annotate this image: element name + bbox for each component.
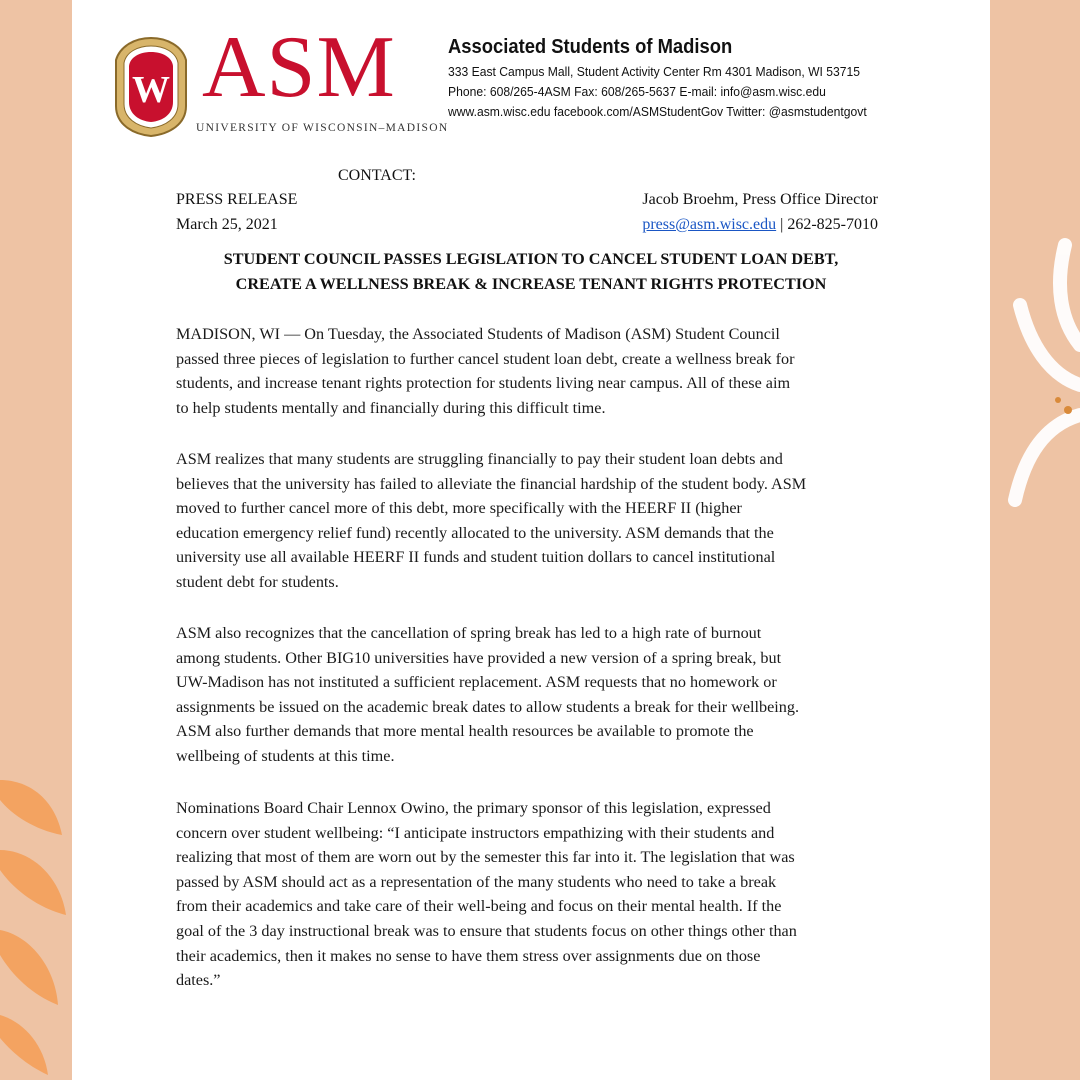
- contact-phone: 262-825-7010: [787, 216, 878, 233]
- press-release-page: [72, 0, 990, 1080]
- contact-separator: |: [776, 216, 788, 233]
- paragraph-line: moved to further cancel more of this debt, more specifically with the HEERF II (higher: [176, 499, 742, 518]
- paragraph-line: wellbeing of students at this time.: [176, 746, 395, 765]
- contact-label: CONTACT:: [338, 167, 416, 184]
- paragraph-line: ASM also further demands that more mental health resources be available to promote the: [176, 722, 754, 741]
- org-phone: Phone: 608/265-4ASM Fax: 608/265-5637 E-mail: info@asm.wisc.edu: [448, 84, 826, 99]
- paragraph: [176, 621, 896, 769]
- paragraph-line: from their academics and take care of their well-being and focus on their mental health. If the: [176, 897, 782, 916]
- paragraph: [176, 322, 896, 420]
- paragraph-line: students, and increase tenant rights protection for students living near campus. All of these aim: [176, 374, 791, 393]
- release-type: PRESS RELEASE: [176, 191, 298, 208]
- contact-name: Jacob Broehm, Press Office Director: [642, 191, 878, 208]
- university-name: UNIVERSITY OF WISCONSIN–MADISON: [196, 122, 449, 134]
- release-date: March 25, 2021: [176, 216, 278, 233]
- org-address: 333 East Campus Mall, Student Activity Center Rm 4301 Madison, WI 53715: [448, 64, 861, 79]
- paragraph-line: university use all available HEERF II funds and student tuition dollars to cancel institutional: [176, 548, 776, 567]
- contact-email-link[interactable]: press@asm.wisc.edu: [642, 216, 777, 233]
- org-web: www.asm.wisc.edu facebook.com/ASMStudentGov Twitter: @asmstudentgovt: [448, 104, 867, 119]
- leaf-decoration-left: [0, 740, 80, 1080]
- leaf-decoration-right: [990, 225, 1080, 535]
- paragraph-line: UW-Madison has not instituted a sufficient replacement. ASM requests that no homework or: [176, 673, 777, 692]
- crest-letter: W: [132, 69, 170, 111]
- paragraph-line: dates.”: [176, 971, 221, 990]
- paragraph: [176, 796, 896, 993]
- paragraph-line: among students. Other BIG10 universities have provided a new version of a spring break, but: [176, 648, 782, 667]
- paragraph: [176, 447, 896, 595]
- paragraph-line: Nominations Board Chair Lennox Owino, the primary sponsor of this legislation, expressed: [176, 799, 771, 817]
- paragraph-line: student debt for students.: [176, 572, 339, 591]
- paragraph-line: passed by ASM should act as a representation of the many students who need to take a break: [176, 872, 777, 891]
- paragraph-line: realizing that most of them are worn out by the semester this far into it. The legislation that was: [176, 848, 795, 867]
- paragraph-line: MADISON, WI — On Tuesday, the Associated Students of Madison (ASM) Student Council: [176, 325, 780, 343]
- paragraph-line: ASM realizes that many students are struggling financially to pay their student loan debts and: [176, 450, 783, 468]
- uw-crest-logo: [112, 36, 190, 138]
- letterhead: [112, 19, 972, 146]
- asm-logo-text: ASM: [202, 19, 396, 116]
- paragraph-line: education emergency relief fund) recently allocated to the university. ASM demands that the: [176, 523, 774, 542]
- paragraph-line: to help students mentally and financially during this difficult time.: [176, 398, 606, 417]
- paragraph-line: concern over student wellbeing: “I anticipate instructors empathizing with their students and: [176, 823, 775, 842]
- paragraph-line: their academics, then it makes no sense to have them stress over assignments due on those: [176, 946, 761, 965]
- paragraph-line: assignments be issued on the academic break dates to allow students a break for their wellbeing.: [176, 697, 800, 716]
- headline: [72, 247, 990, 297]
- org-name: Associated Students of Madison: [448, 36, 733, 58]
- paragraph-line: goal of the 3 day instructional break was to ensure that students focus on other things other than: [176, 921, 797, 940]
- headline-line: STUDENT COUNCIL PASSES LEGISLATION TO CANCEL STUDENT LOAN DEBT,: [223, 250, 839, 268]
- org-contact-block: [448, 36, 903, 119]
- contact-details: [642, 217, 878, 233]
- paragraph-line: believes that the university has failed to alleviate the financial hardship of the student body. ASM: [176, 474, 807, 493]
- headline-line: CREATE A WELLNESS BREAK & INCREASE TENANT RIGHTS PROTECTION: [235, 275, 827, 293]
- paragraph-line: ASM also recognizes that the cancellation of spring break has led to a high rate of burnout: [176, 624, 762, 642]
- paragraph-line: passed three pieces of legislation to further cancel student loan debt, create a wellness break for: [176, 349, 795, 368]
